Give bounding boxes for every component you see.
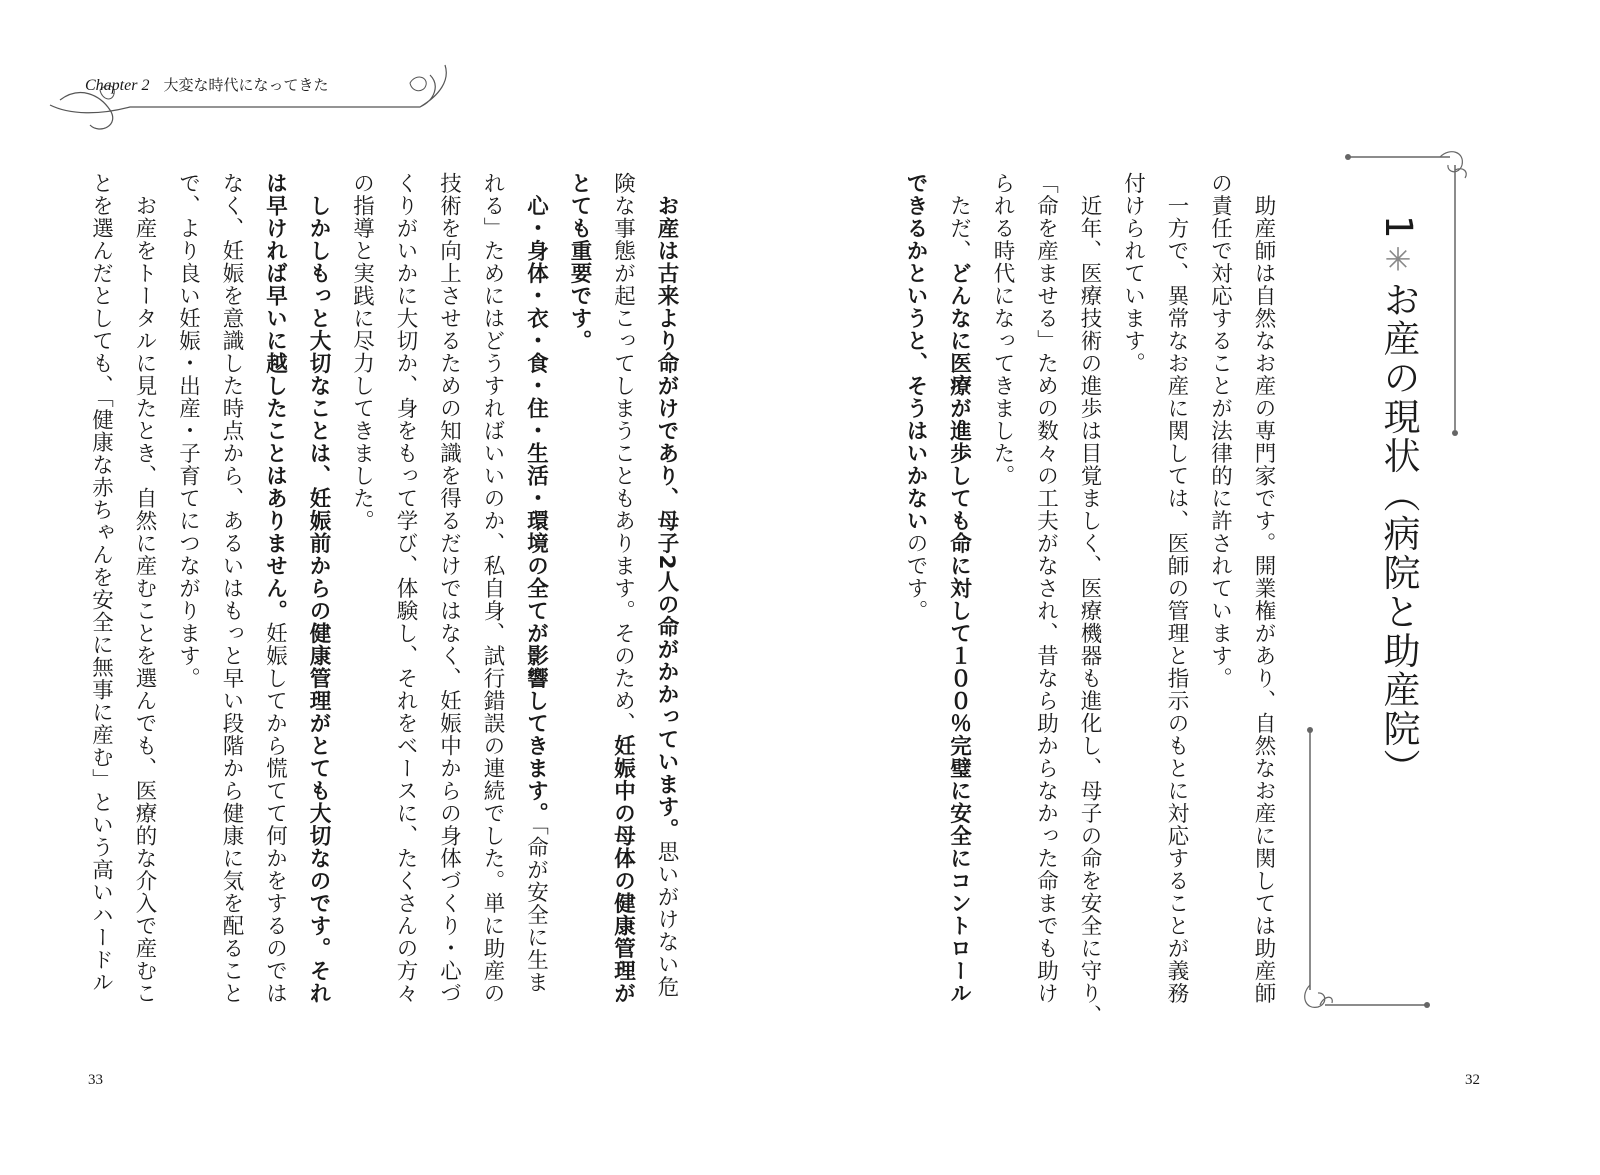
body-text: お産をトータルに見たとき、自然に産むことを選んでも、医療的な介入で産むこ [132,172,157,1005]
bold-text: 妊娠中の母体の健康管理が [610,734,636,1005]
section-title [1371,215,1425,788]
text-column [166,172,210,1022]
text-column [601,172,645,1022]
bold-text: できるかというと、そうはいかない [903,172,928,532]
text-column [1242,172,1286,1022]
text-column [1068,172,1112,1027]
text-column [558,172,602,1022]
text-column [340,172,384,1022]
body-text: とを選んだとしても、「健康な赤ちゃんを安全に無事に産む」という高いハードル [88,172,114,994]
text-column [384,172,428,1022]
bold-text: どんなに医療が進歩しても命に対して１００％完璧に安全にコントロール [946,262,972,1005]
body-text: 妊娠してから慌てて何かをするのでは [262,622,288,1005]
text-column [123,172,167,1022]
header-flourish-icon [40,55,460,155]
text-column [1024,172,1068,1022]
body-text: 助産師は自然なお産の専門家です。開業権があり、自然なお産に関しては助産師 [1251,172,1276,1005]
bold-text: 心・身体・衣・食・住・生活・環境の全てが影響してきます。 [523,194,549,825]
body-text: 近年、医療技術の進歩は目覚ましく、医療機器も進化し、母子の命を安全に守り、 [1077,172,1102,1027]
body-text: 険な事態が起こってしまうこともあります。そのため、 [610,172,636,735]
text-column [645,172,689,1022]
asterisk-icon: ✳ [1379,240,1417,281]
body-text: 「命が安全に生ま [523,824,549,994]
body-text: ただ、 [946,172,972,262]
body-text [654,172,679,195]
text-column [1198,172,1242,1022]
text-column [937,172,981,1022]
bold-text: しかしもっと大切なことは、妊娠前からの健康管理がとても大切なのです。それ [306,194,331,1005]
body-text: られる時代になってきました。 [990,172,1015,487]
right-body-text [894,172,1286,1027]
body-text: なく、妊娠を意識した時点から、あるいはもっと早い段階から健康に気を配ること [219,172,244,1005]
right-page [800,0,1600,1175]
page-number: 32 [1465,1072,1480,1088]
bold-text: は早ければ早いに越したことはありません。 [262,172,288,622]
text-column [297,172,341,1022]
section-title-text: お産の現状（病院と助産院） [1377,280,1420,788]
body-text: 一方で、異常なお産に関しては、医師の管理と指示のもとに対応することが義務 [1164,172,1189,1005]
text-column [894,172,938,1022]
text-column [981,172,1025,1022]
body-text: 技術を向上させるための知識を得るだけではなく、妊娠中からの身体づくり・心づ [436,172,462,1005]
body-text: のです。 [903,532,928,622]
text-column [1111,172,1155,1022]
text-column [210,172,254,1022]
bold-text: お産は古来より命がけであり、母子2人の命がかかっています。 [654,194,679,841]
text-column [253,172,297,1022]
text-column [514,172,558,1022]
chapter-label: Chapter 2 [85,77,150,94]
text-column [79,172,123,1022]
body-text: 思いがけない危 [654,840,679,998]
bold-text: とても重要です。 [567,172,592,352]
running-header [85,74,328,95]
body-text: 付けられています。 [1120,172,1146,375]
text-column [1155,172,1199,1022]
chapter-title: 大変な時代になってきた [163,76,329,94]
body-text: くりがいかに大切か、身をもって学び、体験し、それをベースに、たくさんの方々 [393,172,418,1005]
page-number: 33 [88,1072,103,1088]
text-column [427,172,471,1022]
left-body-text [79,172,688,1022]
body-text: れる」ためにはどうすればいいのか、私自身、試行錯誤の連続でした。単に助産の [480,172,505,1005]
text-column [471,172,515,1022]
body-text [524,172,549,195]
section-number: 1 [1377,215,1420,241]
body-text [306,172,331,195]
body-text: の指導と実践に尽力してきました。 [349,172,375,532]
body-text: の責任で対応することが法律的に許されています。 [1207,172,1233,690]
body-text: 「命を産ませる」ための数々の工夫がなされ、昔なら助からなかった命までも助け [1033,172,1059,1005]
body-text: で、より良い妊娠・出産・子育てにつながります。 [175,172,201,690]
